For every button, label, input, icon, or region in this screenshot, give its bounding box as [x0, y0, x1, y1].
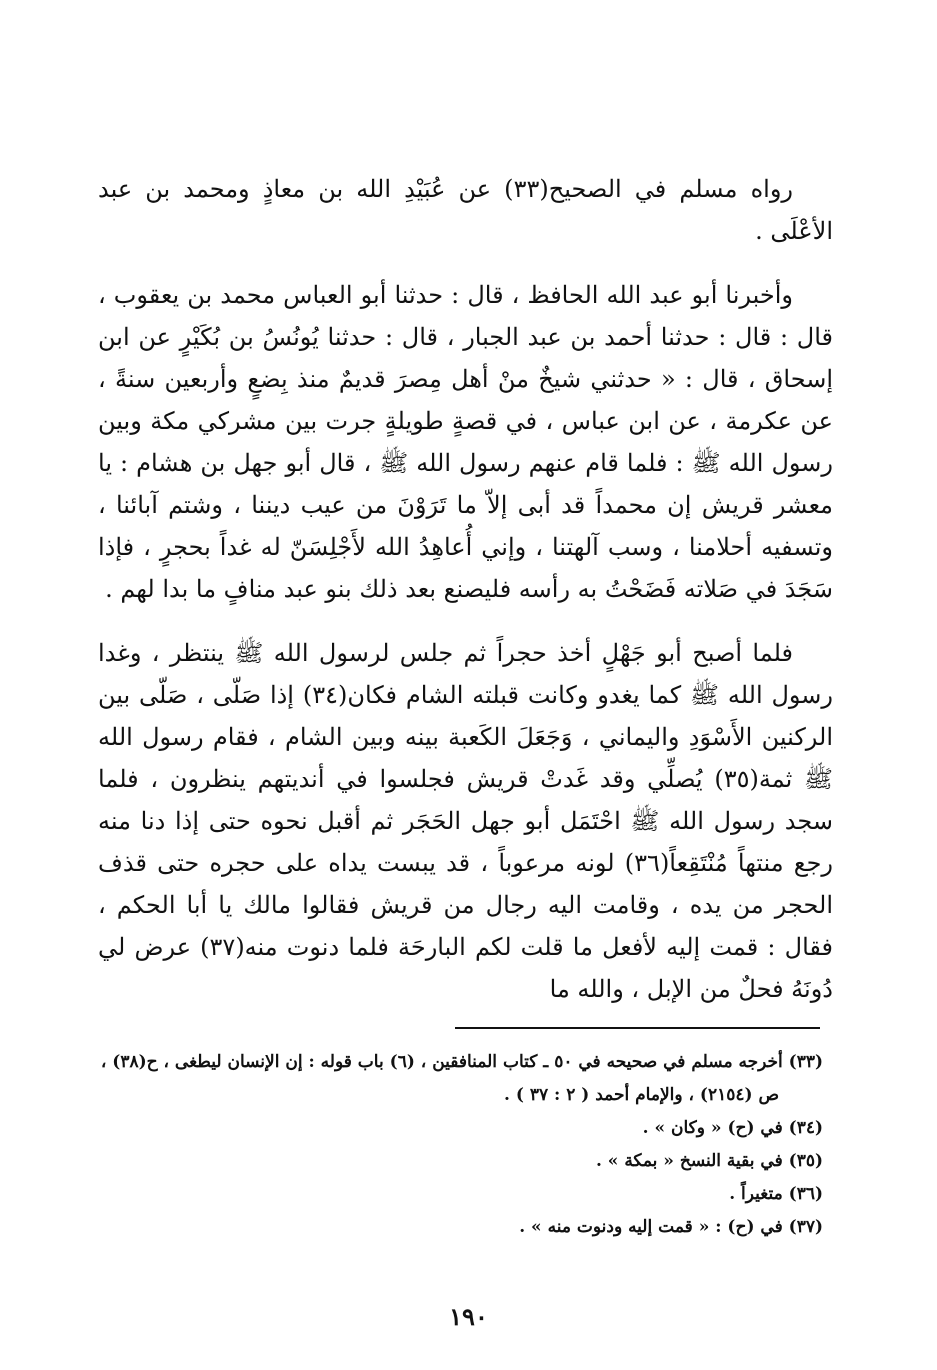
paragraph-3: فلما أصبح أبو جَهْلٍ أخذ حجراً ثم جلس لرسول الله ﷺ ينتظر ، وغدا رسول الله ﷺ كما يغدو وكانت قبلته الشام فكان(٣٤) إذا صَلّى ، صَلّى بين الركنين الأَسْوَدِ واليماني ، وَجَعَلَ الكَعبة بينه وبين الشام ، فقام رسول الله ﷺ ثمة(٣٥) يُصلِّي وقد غَدتْ قريش فجلسوا في أنديتهم ينظرون ، فلما سجد رسول الله ﷺ احْتَمَل أبو جهل الحَجَر ثم أقبل نحوه حتى إذا دنا منه رجع منتهاً مُنْتَقِعاً(٣٦) لونه مرعوباً ، قد يبست يداه على حجره حتى قذف الحجر من يده ، وقامت اليه رجال من قريش فقالوا مالك يا أبا الحكم ، فقال : قمت إليه لأفعل ما قلت لكم البارحَة فلما دنوت منه(٣٧) عرض لي دُونَهُ فحلٌ من الإبل ، والله ما [98, 639, 834, 1003]
paragraph-2: وأخبرنا أبو عبد الله الحافظ ، قال : حدثنا أبو العباس محمد بن يعقوب ، قال : قال : حدثنا أحمد بن عبد الجبار ، قال : حدثنا يُونُسُ بن بُكَيْرٍ عن ابن إسحاق ، قال : « حدثني شيخٌ منْ أهل مِصرَ قديمٌ منذ بِضعٍ وأربعين سنةً ، عن عكرمة ، عن ابن عباس ، في قصةٍ طويلةٍ جرت بين مشركي مكة وبين رسول الله ﷺ : فلما قام عنهم رسول الله ﷺ ، قال أبو جهل بن هشام : يا معشر قريش إن محمداً قد أبى إلاّ ما تَرَوْنَ من عيب ديننا ، وشتم آبائنا ، وتسفيه أحلامنا ، وسب آلهتنا ، وإني أُعاهِدُ الله لأَجْلِسَنّ له غداً بحجرٍ ، فإذا سَجَدَ في صَلاته فَضَحْتُ به رأسه فليصنع بعد ذلك بنو عبد منافٍ ما بدا لهم . [98, 281, 833, 603]
footnote-divider [455, 1027, 820, 1029]
main-text [98, 168, 833, 1010]
footnote-36: (٣٦) متغيراً . [729, 1184, 823, 1204]
page-number: ١٩٠ [449, 1302, 488, 1331]
footnote-37: (٣٧) في (ح) : « قمت إليه ودنوت منه » . [519, 1217, 823, 1237]
footnote-35: (٣٥) في بقية النسخ « بمكة » . [595, 1151, 823, 1171]
footnotes [88, 1046, 823, 1244]
footnote-33-continued: ص (٢١٥٤) ، والإمام أحمد ( ٢ : ٣٧ ) . [504, 1085, 779, 1105]
footnote-33: (٣٣) أخرجه مسلم في صحيحه في ٥٠ ـ كتاب المنافقين ، (٦) باب قوله : إن الإنسان ليطغى ، ح(٣٨) ، [100, 1052, 823, 1072]
paragraph-1: رواه مسلم في الصحيح(٣٣) عن عُبَيْدِ الله بن معاذٍ ومحمد بن عبد الأعْلَى . [98, 175, 833, 245]
footnote-34: (٣٤) في (ح) « وكان » . [642, 1118, 823, 1138]
